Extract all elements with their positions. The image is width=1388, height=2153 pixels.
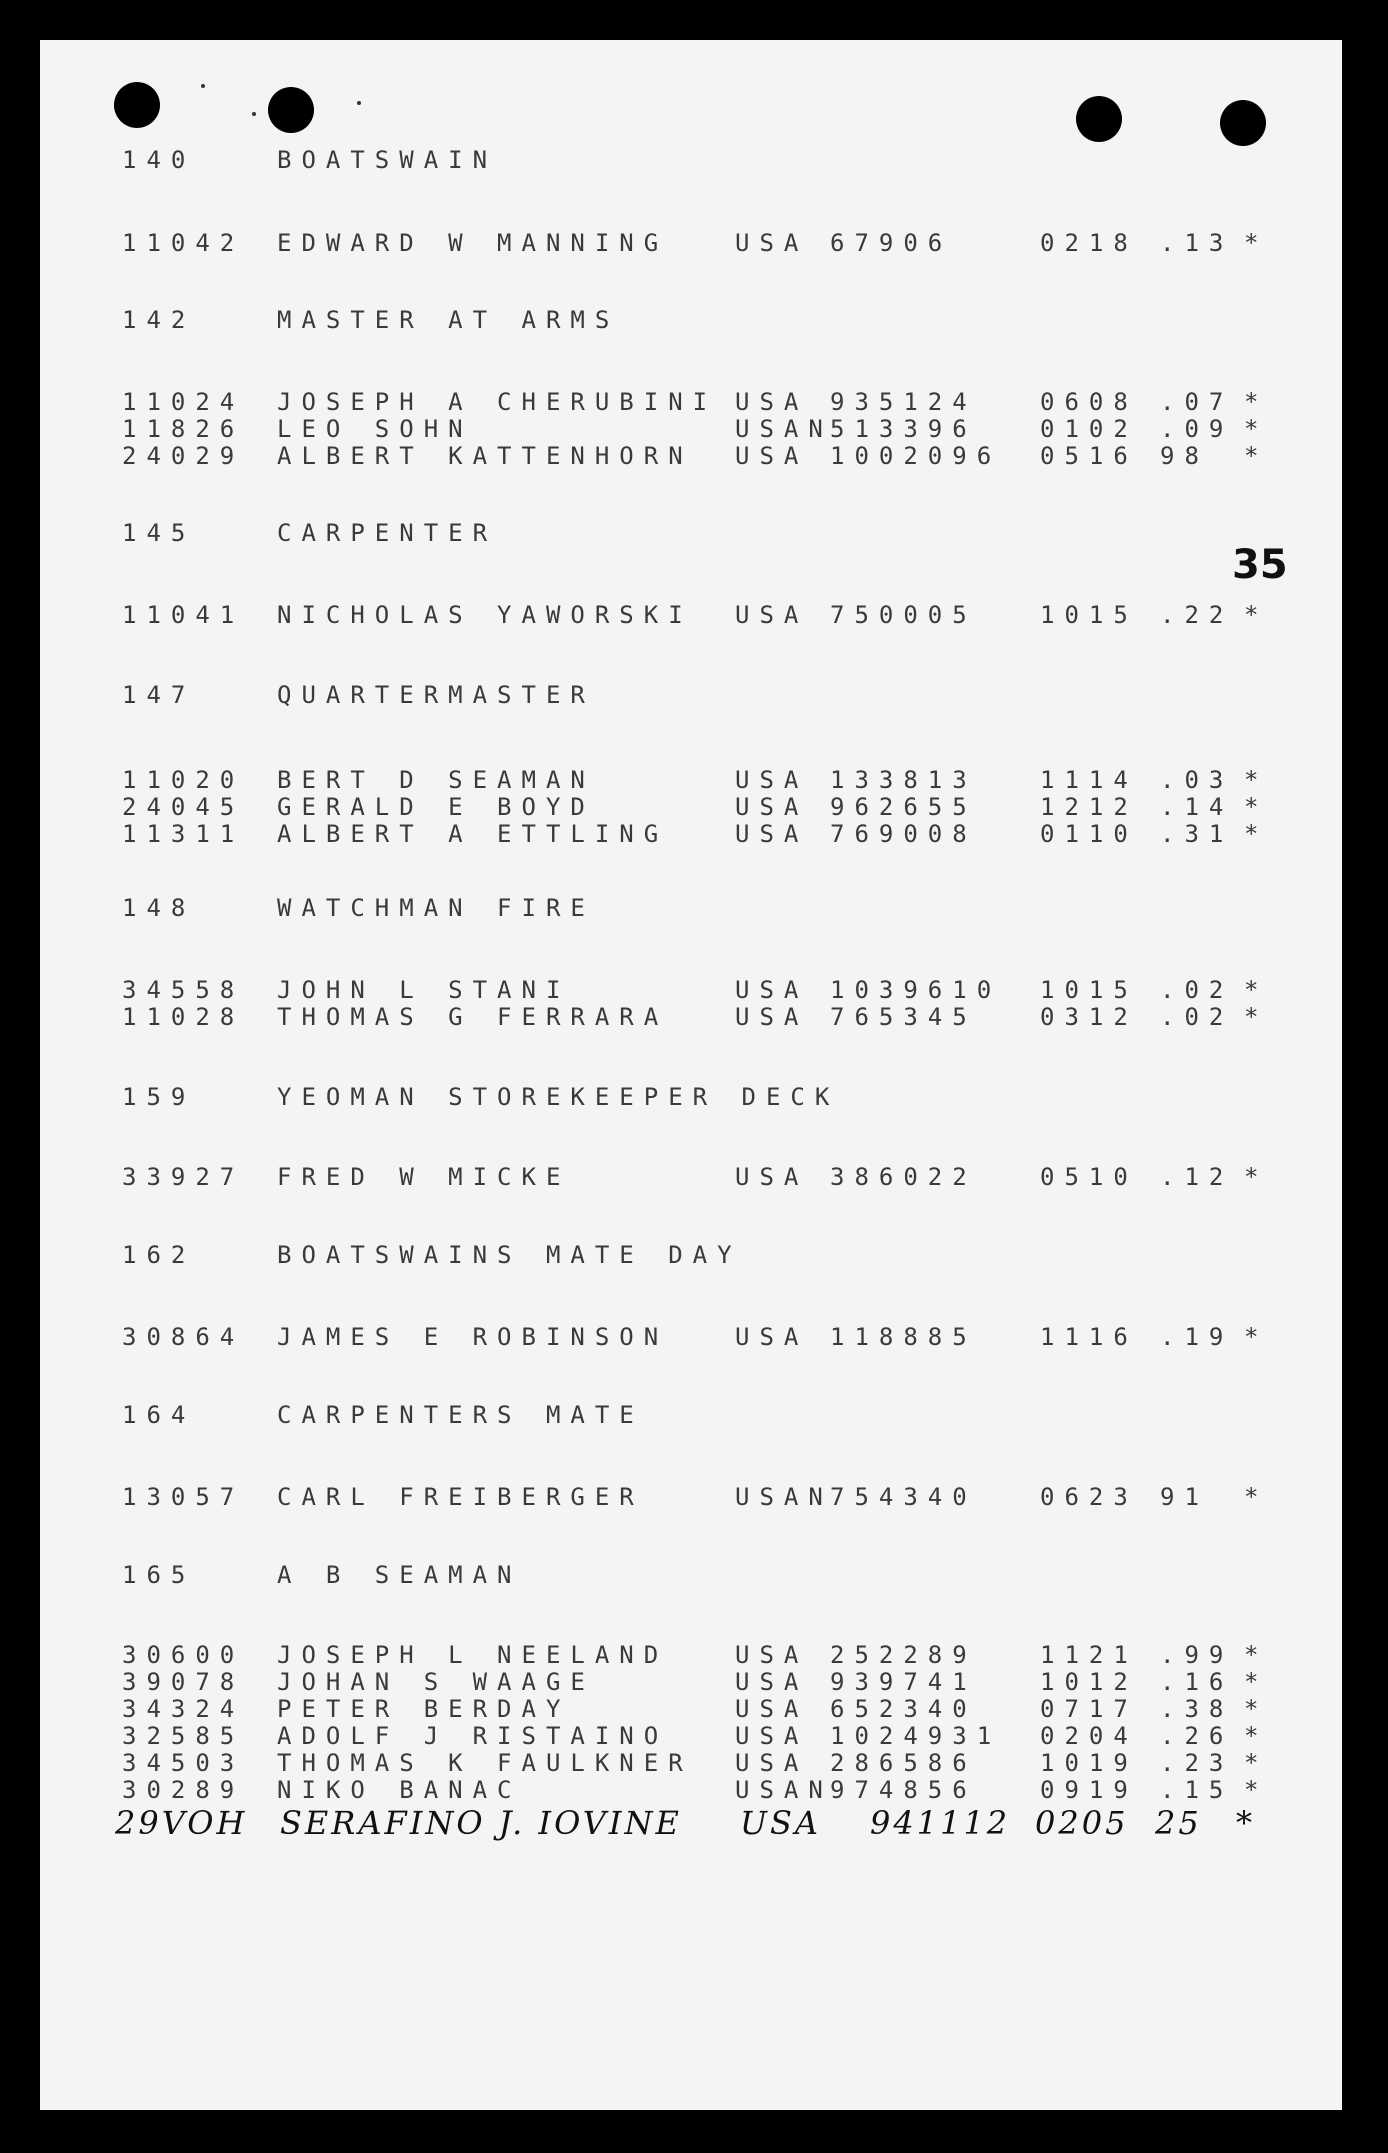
citizenship: USA bbox=[735, 766, 809, 794]
roster-row bbox=[0, 441, 1388, 471]
employee-id: 11020 bbox=[122, 766, 245, 794]
asterisk-mark: * bbox=[1244, 1695, 1269, 1723]
section-title: MASTER AT ARMS bbox=[277, 306, 620, 334]
employee-id: 29VOH bbox=[115, 1804, 248, 1842]
rate: .12 bbox=[1160, 1163, 1234, 1191]
section-header bbox=[0, 145, 1388, 175]
section-header bbox=[0, 893, 1388, 923]
employee-id: 34324 bbox=[122, 1695, 245, 1723]
section-header bbox=[0, 680, 1388, 710]
employee-name: ADOLF J RISTAINO bbox=[277, 1722, 669, 1750]
asterisk-mark: * bbox=[1236, 1804, 1255, 1842]
section-header bbox=[0, 305, 1388, 335]
asterisk-mark: * bbox=[1244, 1749, 1269, 1777]
citizenship: USAN bbox=[735, 1483, 833, 1511]
citizenship: USA bbox=[735, 1668, 809, 1696]
roster-row bbox=[0, 819, 1388, 849]
citizenship: USA bbox=[735, 388, 809, 416]
employee-name: JOHAN S WAAGE bbox=[277, 1668, 595, 1696]
asterisk-mark: * bbox=[1244, 1641, 1269, 1669]
roster-row bbox=[0, 1775, 1388, 1805]
document-number: 974856 bbox=[830, 1776, 977, 1804]
date-code: 1212 bbox=[1040, 793, 1138, 821]
employee-id: 39078 bbox=[122, 1668, 245, 1696]
document-number: 935124 bbox=[830, 388, 977, 416]
rate: .09 bbox=[1160, 415, 1234, 443]
document-number: 941112 bbox=[870, 1804, 1011, 1842]
document-number: 652340 bbox=[830, 1695, 977, 1723]
citizenship: USA bbox=[735, 1163, 809, 1191]
asterisk-mark: * bbox=[1244, 229, 1269, 257]
employee-id: 13057 bbox=[122, 1483, 245, 1511]
employee-name: NICHOLAS YAWORSKI bbox=[277, 601, 693, 629]
date-code: 0312 bbox=[1040, 1003, 1138, 1031]
employee-name: JOHN L STANI bbox=[277, 976, 571, 1004]
ink-speck bbox=[252, 112, 256, 116]
rate: .31 bbox=[1160, 820, 1234, 848]
rate: .16 bbox=[1160, 1668, 1234, 1696]
citizenship: USA bbox=[735, 820, 809, 848]
asterisk-mark: * bbox=[1244, 601, 1269, 629]
employee-name: SERAFINO J. IOVINE bbox=[280, 1804, 682, 1842]
section-code: 140 bbox=[122, 146, 196, 174]
date-code: 0102 bbox=[1040, 415, 1138, 443]
section-code: 148 bbox=[122, 894, 196, 922]
document-number: 962655 bbox=[830, 793, 977, 821]
employee-name: THOMAS K FAULKNER bbox=[277, 1749, 693, 1777]
roster-row bbox=[0, 1640, 1388, 1670]
employee-id: 24045 bbox=[122, 793, 245, 821]
date-code: 1116 bbox=[1040, 1323, 1138, 1351]
roster-row bbox=[0, 414, 1388, 444]
roster-row bbox=[0, 1667, 1388, 1697]
date-code: 1121 bbox=[1040, 1641, 1138, 1669]
rate: .07 bbox=[1160, 388, 1234, 416]
rate: .22 bbox=[1160, 601, 1234, 629]
document-number: 513396 bbox=[830, 415, 977, 443]
employee-id: 11041 bbox=[122, 601, 245, 629]
document-number: 118885 bbox=[830, 1323, 977, 1351]
section-title: CARPENTERS MATE bbox=[277, 1401, 644, 1429]
roster-row bbox=[0, 765, 1388, 795]
citizenship: USA bbox=[735, 976, 809, 1004]
rate: .02 bbox=[1160, 1003, 1234, 1031]
asterisk-mark: * bbox=[1244, 976, 1269, 1004]
asterisk-mark: * bbox=[1244, 442, 1269, 470]
employee-id: 30864 bbox=[122, 1323, 245, 1351]
date-code: 0608 bbox=[1040, 388, 1138, 416]
citizenship: USA bbox=[735, 601, 809, 629]
date-code: 1019 bbox=[1040, 1749, 1138, 1777]
section-header bbox=[0, 1082, 1388, 1112]
employee-id: 11042 bbox=[122, 229, 245, 257]
rate: .14 bbox=[1160, 793, 1234, 821]
punch-hole bbox=[268, 87, 314, 133]
date-code: 1012 bbox=[1040, 1668, 1138, 1696]
employee-id: 30600 bbox=[122, 1641, 245, 1669]
asterisk-mark: * bbox=[1244, 1722, 1269, 1750]
citizenship: USA bbox=[735, 1695, 809, 1723]
citizenship: USA bbox=[735, 1722, 809, 1750]
document-number: 765345 bbox=[830, 1003, 977, 1031]
citizenship: USA bbox=[735, 1003, 809, 1031]
document-number: 1002096 bbox=[830, 442, 1002, 470]
section-title: YEOMAN STOREKEEPER DECK bbox=[277, 1083, 840, 1111]
employee-name: CARL FREIBERGER bbox=[277, 1483, 644, 1511]
employee-name: NIKO BANAC bbox=[277, 1776, 522, 1804]
page-number: 35 bbox=[1232, 542, 1288, 588]
section-header bbox=[0, 1240, 1388, 1270]
document-number: 750005 bbox=[830, 601, 977, 629]
rate: .03 bbox=[1160, 766, 1234, 794]
citizenship: USA bbox=[735, 442, 809, 470]
ink-speck bbox=[357, 101, 361, 105]
rate: .19 bbox=[1160, 1323, 1234, 1351]
employee-id: 11028 bbox=[122, 1003, 245, 1031]
employee-name: PETER BERDAY bbox=[277, 1695, 571, 1723]
asterisk-mark: * bbox=[1244, 793, 1269, 821]
rate: .26 bbox=[1160, 1722, 1234, 1750]
rate: .99 bbox=[1160, 1641, 1234, 1669]
rate: .13 bbox=[1160, 229, 1234, 257]
asterisk-mark: * bbox=[1244, 415, 1269, 443]
rate: .23 bbox=[1160, 1749, 1234, 1777]
employee-name: EDWARD W MANNING bbox=[277, 229, 669, 257]
section-title: BOATSWAIN bbox=[277, 146, 498, 174]
section-header bbox=[0, 1560, 1388, 1590]
roster-row bbox=[0, 975, 1388, 1005]
employee-id: 11311 bbox=[122, 820, 245, 848]
document-number: 939741 bbox=[830, 1668, 977, 1696]
section-code: 147 bbox=[122, 681, 196, 709]
date-code: 1015 bbox=[1040, 976, 1138, 1004]
asterisk-mark: * bbox=[1244, 388, 1269, 416]
employee-name: JOSEPH L NEELAND bbox=[277, 1641, 669, 1669]
citizenship: USAN bbox=[735, 415, 833, 443]
date-code: 0218 bbox=[1040, 229, 1138, 257]
rate: .38 bbox=[1160, 1695, 1234, 1723]
document-number: 1024931 bbox=[830, 1722, 1002, 1750]
date-code: 1015 bbox=[1040, 601, 1138, 629]
date-code: 0110 bbox=[1040, 820, 1138, 848]
roster-row bbox=[0, 1694, 1388, 1724]
ink-speck bbox=[201, 84, 205, 88]
section-code: 142 bbox=[122, 306, 196, 334]
asterisk-mark: * bbox=[1244, 1483, 1269, 1511]
employee-name: GERALD E BOYD bbox=[277, 793, 595, 821]
date-code: 0510 bbox=[1040, 1163, 1138, 1191]
rate: .15 bbox=[1160, 1776, 1234, 1804]
roster-row bbox=[0, 600, 1388, 630]
punch-hole bbox=[1220, 100, 1266, 146]
employee-id: 30289 bbox=[122, 1776, 245, 1804]
section-header bbox=[0, 518, 1388, 548]
asterisk-mark: * bbox=[1244, 1323, 1269, 1351]
employee-name: THOMAS G FERRARA bbox=[277, 1003, 669, 1031]
section-title: CARPENTER bbox=[277, 519, 498, 547]
roster-row bbox=[0, 1002, 1388, 1032]
employee-name: JAMES E ROBINSON bbox=[277, 1323, 669, 1351]
asterisk-mark: * bbox=[1244, 1003, 1269, 1031]
date-code: 0204 bbox=[1040, 1722, 1138, 1750]
citizenship: USA bbox=[735, 793, 809, 821]
section-title: BOATSWAINS MATE DAY bbox=[277, 1241, 742, 1269]
date-code: 0919 bbox=[1040, 1776, 1138, 1804]
document-number: 133813 bbox=[830, 766, 977, 794]
asterisk-mark: * bbox=[1244, 1776, 1269, 1804]
document-number: 386022 bbox=[830, 1163, 977, 1191]
employee-id: 11024 bbox=[122, 388, 245, 416]
section-code: 159 bbox=[122, 1083, 196, 1111]
date-code: 1114 bbox=[1040, 766, 1138, 794]
roster-row bbox=[0, 792, 1388, 822]
punch-hole bbox=[1076, 96, 1122, 142]
punch-hole bbox=[114, 82, 160, 128]
roster-row bbox=[0, 1721, 1388, 1751]
roster-row bbox=[0, 228, 1388, 258]
employee-name: JOSEPH A CHERUBINI bbox=[277, 388, 718, 416]
roster-row bbox=[0, 1482, 1388, 1512]
roster-row bbox=[0, 1748, 1388, 1778]
section-code: 145 bbox=[122, 519, 196, 547]
citizenship: USA bbox=[735, 229, 809, 257]
rate: 91 bbox=[1160, 1483, 1209, 1511]
section-header bbox=[0, 1400, 1388, 1430]
employee-name: FRED W MICKE bbox=[277, 1163, 571, 1191]
roster-row bbox=[0, 1322, 1388, 1352]
section-title: QUARTERMASTER bbox=[277, 681, 595, 709]
section-title: A B SEAMAN bbox=[277, 1561, 522, 1589]
handwritten-row bbox=[0, 1804, 1388, 1842]
date-code: 0516 bbox=[1040, 442, 1138, 470]
employee-id: 34503 bbox=[122, 1749, 245, 1777]
citizenship: USA bbox=[735, 1749, 809, 1777]
document-number: 67906 bbox=[830, 229, 953, 257]
employee-id: 32585 bbox=[122, 1722, 245, 1750]
citizenship: USA bbox=[735, 1323, 809, 1351]
roster-row bbox=[0, 1162, 1388, 1192]
employee-id: 33927 bbox=[122, 1163, 245, 1191]
employee-id: 11826 bbox=[122, 415, 245, 443]
rate: .02 bbox=[1160, 976, 1234, 1004]
citizenship: USA bbox=[735, 1641, 809, 1669]
date-code: 0717 bbox=[1040, 1695, 1138, 1723]
rate: 25 bbox=[1155, 1804, 1202, 1842]
document-number: 754340 bbox=[830, 1483, 977, 1511]
employee-name: ALBERT KATTENHORN bbox=[277, 442, 693, 470]
employee-id: 34558 bbox=[122, 976, 245, 1004]
asterisk-mark: * bbox=[1244, 766, 1269, 794]
asterisk-mark: * bbox=[1244, 1668, 1269, 1696]
citizenship: USAN bbox=[735, 1776, 833, 1804]
section-code: 164 bbox=[122, 1401, 196, 1429]
document-number: 252289 bbox=[830, 1641, 977, 1669]
rate: 98 bbox=[1160, 442, 1209, 470]
date-code: 0205 bbox=[1035, 1804, 1129, 1842]
date-code: 0623 bbox=[1040, 1483, 1138, 1511]
employee-name: BERT D SEAMAN bbox=[277, 766, 595, 794]
section-code: 165 bbox=[122, 1561, 196, 1589]
employee-name: ALBERT A ETTLING bbox=[277, 820, 669, 848]
document-number: 1039610 bbox=[830, 976, 1002, 1004]
section-title: WATCHMAN FIRE bbox=[277, 894, 595, 922]
document-number: 286586 bbox=[830, 1749, 977, 1777]
citizenship: USA bbox=[740, 1804, 821, 1842]
document-number: 769008 bbox=[830, 820, 977, 848]
asterisk-mark: * bbox=[1244, 1163, 1269, 1191]
section-code: 162 bbox=[122, 1241, 196, 1269]
employee-name: LEO SOHN bbox=[277, 415, 473, 443]
employee-id: 24029 bbox=[122, 442, 245, 470]
asterisk-mark: * bbox=[1244, 820, 1269, 848]
roster-row bbox=[0, 387, 1388, 417]
